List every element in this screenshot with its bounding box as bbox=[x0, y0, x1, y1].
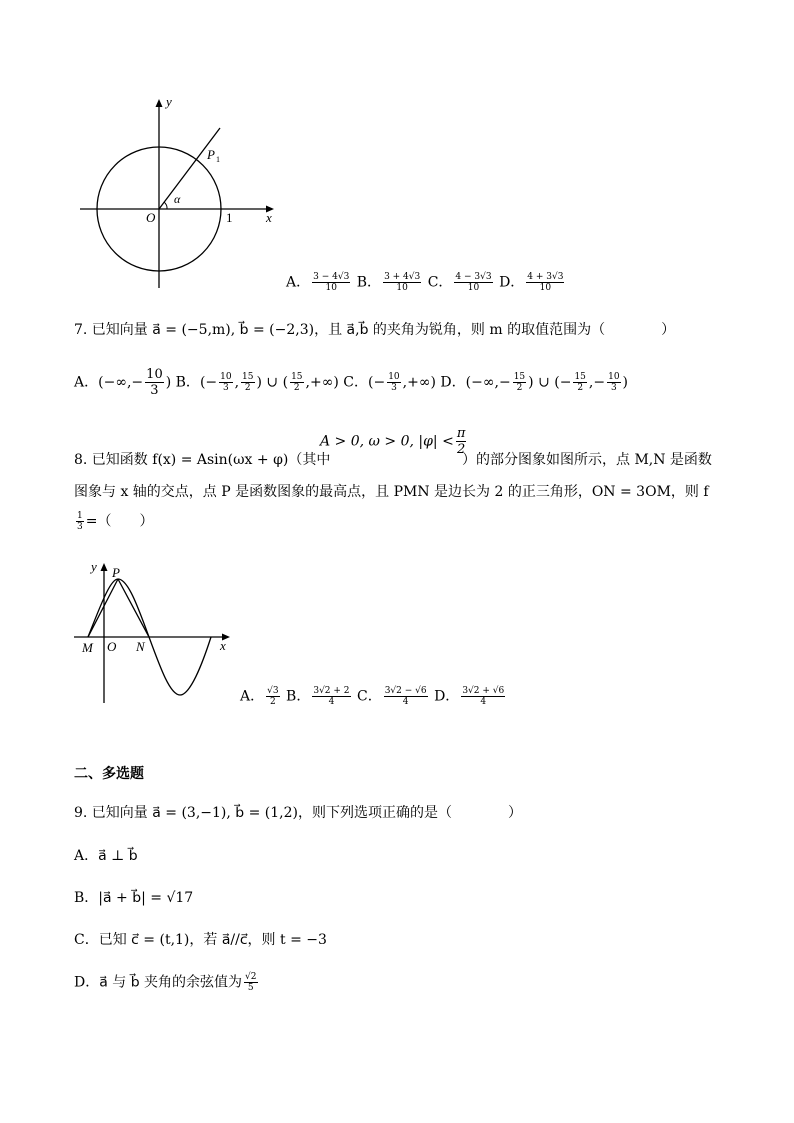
option-c-prefix: (− bbox=[368, 374, 386, 391]
option-d-fraction bbox=[461, 686, 505, 707]
q8-line-2: 图象与 x 轴的交点，点 P 是函数图象的最高点，且 PMN 是边长为 2 的正三角形，ON = 3OM，则 f bbox=[74, 484, 709, 500]
angle-arc bbox=[164, 202, 167, 209]
option-c-numerator: 3√2 − √6 bbox=[384, 686, 427, 696]
option-a-denominator: 10 bbox=[325, 283, 337, 293]
option-d-denominator-3: 3 bbox=[610, 383, 617, 393]
p-label: P bbox=[112, 565, 120, 580]
q8-condition-numerator: π bbox=[456, 426, 466, 441]
q8-line-3-suffix: =（ ） bbox=[85, 513, 154, 530]
option-b-numerator-2: 15 bbox=[242, 372, 254, 382]
option-a-fraction bbox=[145, 367, 164, 398]
q9-option-d-fraction bbox=[244, 972, 257, 993]
option-b-label: B． bbox=[175, 374, 200, 391]
option-c-denominator: 10 bbox=[467, 283, 480, 293]
q9-option-d-numerator: √2 bbox=[245, 972, 257, 982]
q7-options bbox=[74, 367, 628, 398]
option-c-label: C． bbox=[356, 688, 382, 705]
option-c-label: C． bbox=[343, 374, 368, 391]
option-d-numerator-3: 10 bbox=[608, 372, 620, 382]
one-label: 1 bbox=[226, 210, 233, 225]
y-axis-arrow bbox=[101, 563, 108, 571]
option-d-numerator: 4 + 3√3 bbox=[527, 272, 564, 282]
option-d-union: ) ∪ (− bbox=[528, 374, 572, 391]
y-label: y bbox=[166, 94, 172, 109]
option-b-fraction-2 bbox=[241, 372, 254, 393]
option-d-fraction-2 bbox=[573, 372, 586, 393]
point-label: P bbox=[207, 147, 215, 162]
option-d-denominator-2: 2 bbox=[577, 383, 584, 393]
triangle-side-mp bbox=[88, 579, 118, 637]
o-label: O bbox=[107, 639, 117, 654]
option-d-prefix: (−∞,− bbox=[465, 374, 511, 391]
option-d-fraction-3 bbox=[607, 372, 620, 393]
terminal-ray bbox=[159, 128, 220, 209]
option-d-label: D． bbox=[440, 374, 466, 391]
q8-argument-fraction bbox=[76, 511, 84, 532]
y-label: y bbox=[91, 559, 97, 574]
option-d-label: D． bbox=[434, 688, 460, 705]
unit-circle-figure bbox=[70, 90, 290, 290]
q8-line-1a: 8. 已知函数 f(x) = Asin(ωx + φ)（其中 bbox=[74, 452, 331, 468]
angle-label: α bbox=[174, 192, 181, 206]
option-c-label: C． bbox=[427, 274, 453, 291]
option-d-denominator: 10 bbox=[539, 283, 552, 293]
option-d-denominator-1: 2 bbox=[516, 383, 523, 393]
q8-options bbox=[240, 686, 507, 707]
option-b-numerator-3: 15 bbox=[291, 372, 303, 382]
option-a-label: A． bbox=[286, 274, 311, 291]
option-a-fraction bbox=[312, 272, 350, 293]
option-b-separator: , bbox=[234, 374, 240, 391]
q9-option-d-text: D．a⃗ 与 b⃗ 夹角的余弦值为 bbox=[74, 974, 243, 991]
origin-label: O bbox=[146, 210, 156, 225]
x-label: x bbox=[266, 210, 272, 225]
option-b-denominator-1: 3 bbox=[223, 383, 229, 393]
option-c-denominator: 3 bbox=[391, 383, 397, 393]
option-a-numerator: 10 bbox=[146, 367, 163, 382]
m-label: M bbox=[82, 640, 93, 655]
sine-graph-figure bbox=[70, 555, 240, 710]
q8-condition-text: A > 0, ω > 0, |φ| < bbox=[320, 433, 454, 450]
option-a-numerator: √3 bbox=[267, 686, 279, 696]
option-a-fraction bbox=[266, 686, 279, 707]
option-d-numerator-1: 15 bbox=[513, 372, 526, 382]
x-label: x bbox=[220, 638, 226, 653]
option-b-fraction bbox=[383, 272, 421, 293]
q9-stem: 9. 已知向量 a⃗ = (3,−1), b⃗ = (1,2)，则下列选项正确的是（ ） bbox=[74, 805, 522, 821]
option-c-fraction bbox=[384, 686, 428, 707]
q8-condition bbox=[320, 426, 468, 457]
option-c-numerator: 4 − 3√3 bbox=[455, 272, 492, 282]
option-a-numerator: 3 − 4√3 bbox=[313, 272, 350, 282]
option-c-fraction bbox=[454, 272, 492, 293]
option-d-suffix: ) bbox=[622, 374, 629, 391]
q9-option-c: C．已知 c⃗ = (t,1)，若 a⃗//c⃗，则 t = −3 bbox=[74, 932, 327, 948]
q9-option-a: A．a⃗ ⊥ b⃗ bbox=[74, 848, 138, 864]
q7-stem: 7. 已知向量 a⃗ = (−5,m), b⃗ = (−2,3)，且 a⃗,b⃗ 的夹角为锐角，则 m 的取值范围为（ ） bbox=[74, 322, 676, 338]
triangle-side-pn bbox=[118, 579, 149, 637]
n-label: N bbox=[136, 639, 145, 654]
q8-argument-denominator: 3 bbox=[77, 522, 83, 532]
q6-options bbox=[286, 272, 566, 293]
option-b-numerator: 3√2 + 2 bbox=[313, 686, 350, 696]
option-c-suffix: ,+∞) bbox=[402, 374, 436, 391]
option-c-denominator: 4 bbox=[402, 697, 409, 707]
option-b-denominator-2: 2 bbox=[244, 383, 251, 393]
q9-option-d-denominator: 5 bbox=[247, 983, 254, 993]
option-b-union: ) ∪ ( bbox=[256, 374, 289, 391]
q8-condition-denominator: 2 bbox=[456, 442, 466, 457]
option-c-numerator: 10 bbox=[388, 372, 400, 382]
option-b-fraction-1 bbox=[219, 372, 232, 393]
q8-line-1b: ）的部分图象如图所示，点 M,N 是函数 bbox=[462, 452, 712, 468]
option-b-label: B． bbox=[286, 688, 311, 705]
option-d-denominator: 4 bbox=[480, 697, 487, 707]
q9-option-b: B．|a⃗ + b⃗| = √17 bbox=[74, 890, 194, 906]
option-a-suffix: ) bbox=[165, 374, 172, 391]
option-b-denominator: 10 bbox=[396, 283, 408, 293]
option-b-denominator: 4 bbox=[328, 697, 335, 707]
option-a-prefix: (−∞,− bbox=[98, 374, 144, 391]
point-subscript: 1 bbox=[216, 155, 220, 164]
option-d-numerator: 3√2 + √6 bbox=[462, 686, 505, 696]
option-d-label: D． bbox=[499, 274, 525, 291]
option-b-fraction-3 bbox=[290, 372, 303, 393]
section-title: 二、多选题 bbox=[74, 766, 144, 782]
option-a-label: A． bbox=[74, 374, 99, 391]
option-b-prefix: (− bbox=[199, 374, 218, 391]
option-b-numerator: 3 + 4√3 bbox=[384, 272, 421, 282]
q8-argument-numerator: 1 bbox=[77, 511, 83, 521]
option-d-fraction-1 bbox=[513, 372, 526, 393]
option-c-fraction bbox=[387, 372, 400, 393]
option-b-suffix: ,+∞) bbox=[305, 374, 339, 391]
option-b-numerator-1: 10 bbox=[220, 372, 232, 382]
option-a-denominator: 2 bbox=[269, 697, 276, 707]
option-b-label: B． bbox=[356, 274, 382, 291]
option-b-fraction bbox=[312, 686, 350, 707]
q9-option-d bbox=[74, 972, 260, 993]
y-axis-arrow bbox=[156, 99, 163, 107]
option-d-numerator-2: 15 bbox=[574, 372, 586, 382]
option-a-denominator: 3 bbox=[150, 383, 159, 398]
option-a-label: A． bbox=[240, 688, 265, 705]
q8-line-3 bbox=[74, 511, 153, 532]
option-d-fraction bbox=[526, 272, 564, 293]
option-b-denominator-3: 2 bbox=[293, 383, 300, 393]
option-d-middle: ,− bbox=[588, 374, 606, 391]
